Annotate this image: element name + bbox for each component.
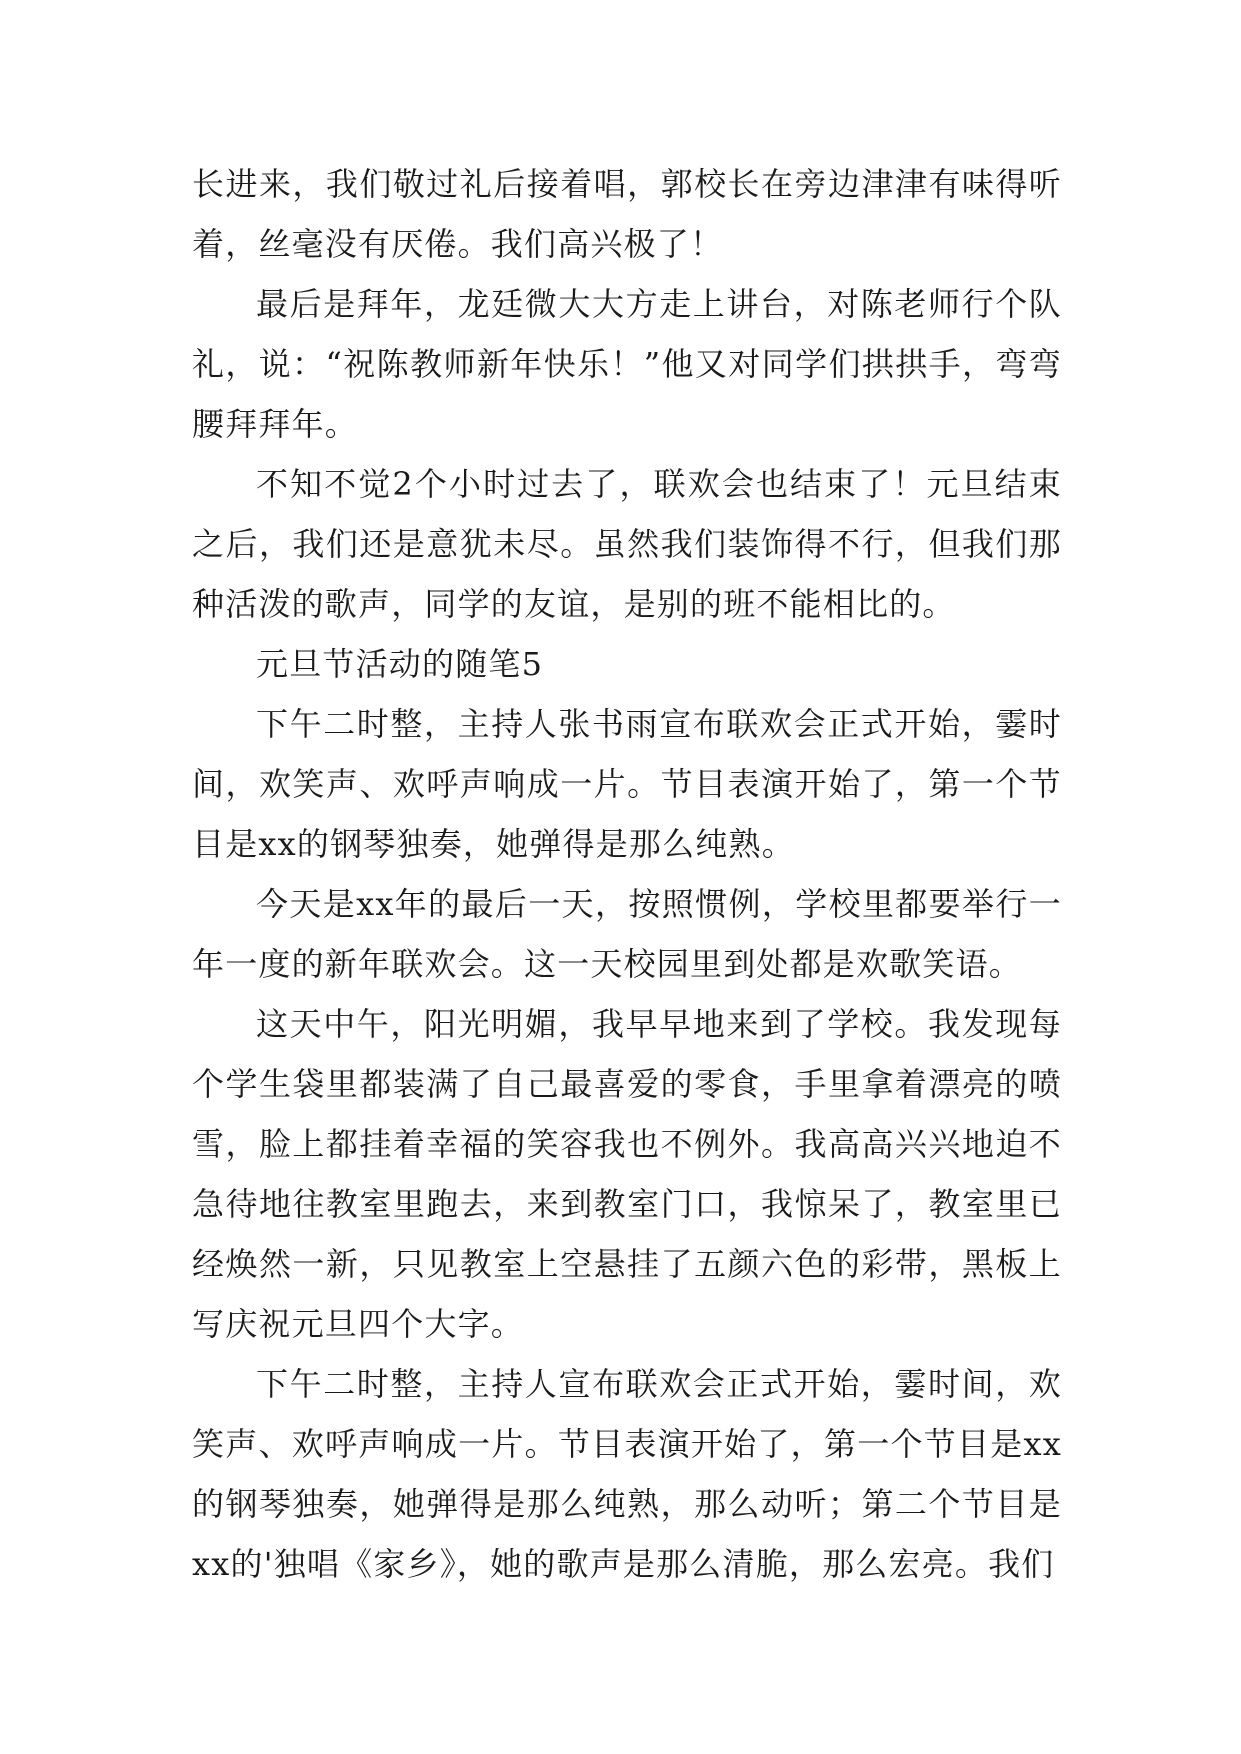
paragraph: 不知不觉2个小时过去了，联欢会也结束了！元旦结束之后，我们还是意犹未尽。虽然我们装饰得不行，但我们那种活泼的歌声，同学的友谊，是别的班不能相比的。 [192, 465, 1062, 623]
paragraph: 最后是拜年，龙廷微大大方走上讲台，对陈老师行个队礼，说：“祝陈教师新年快乐！”他又对同学们拱拱手，弯弯腰拜拜年。 [192, 285, 1062, 443]
paragraph: 长进来，我们敬过礼后接着唱，郭校长在旁边津津有味得听着，丝毫没有厌倦。我们高兴极了！ [192, 165, 1062, 263]
section-heading: 元旦节活动的随笔5 [256, 645, 544, 683]
paragraph: 这天中午，阳光明媚，我早早地来到了学校。我发现每个学生袋里都装满了自己最喜爱的零食，手里拿着漂亮的喷雪，脸上都挂着幸福的笑容我也不例外。我高高兴兴地迫不急待地往教室里跑去，来到教室门口，我惊呆了，教室里已经焕然一新，只见教室上空悬挂了五颜六色的彩带，黑板上写庆祝元旦四个大字。 [192, 1005, 1062, 1343]
paragraph: 下午二时整，主持人宣布联欢会正式开始，霎时间，欢笑声、欢呼声响成一片。节目表演开始了，第一个节目是xx的钢琴独奏，她弹得是那么纯熟，那么动听；第二个节目是xx的'独唱《家乡》，她的歌声是那么清脆，那么宏亮。我们 [192, 1365, 1062, 1583]
document-body [192, 154, 1062, 1594]
paragraph: 今天是xx年的最后一天，按照惯例，学校里都要举行一年一度的新年联欢会。这一天校园里到处都是欢歌笑语。 [192, 885, 1062, 983]
paragraph: 下午二时整，主持人张书雨宣布联欢会正式开始，霎时间，欢笑声、欢呼声响成一片。节目表演开始了，第一个节目是xx的钢琴独奏，她弹得是那么纯熟。 [192, 705, 1062, 863]
